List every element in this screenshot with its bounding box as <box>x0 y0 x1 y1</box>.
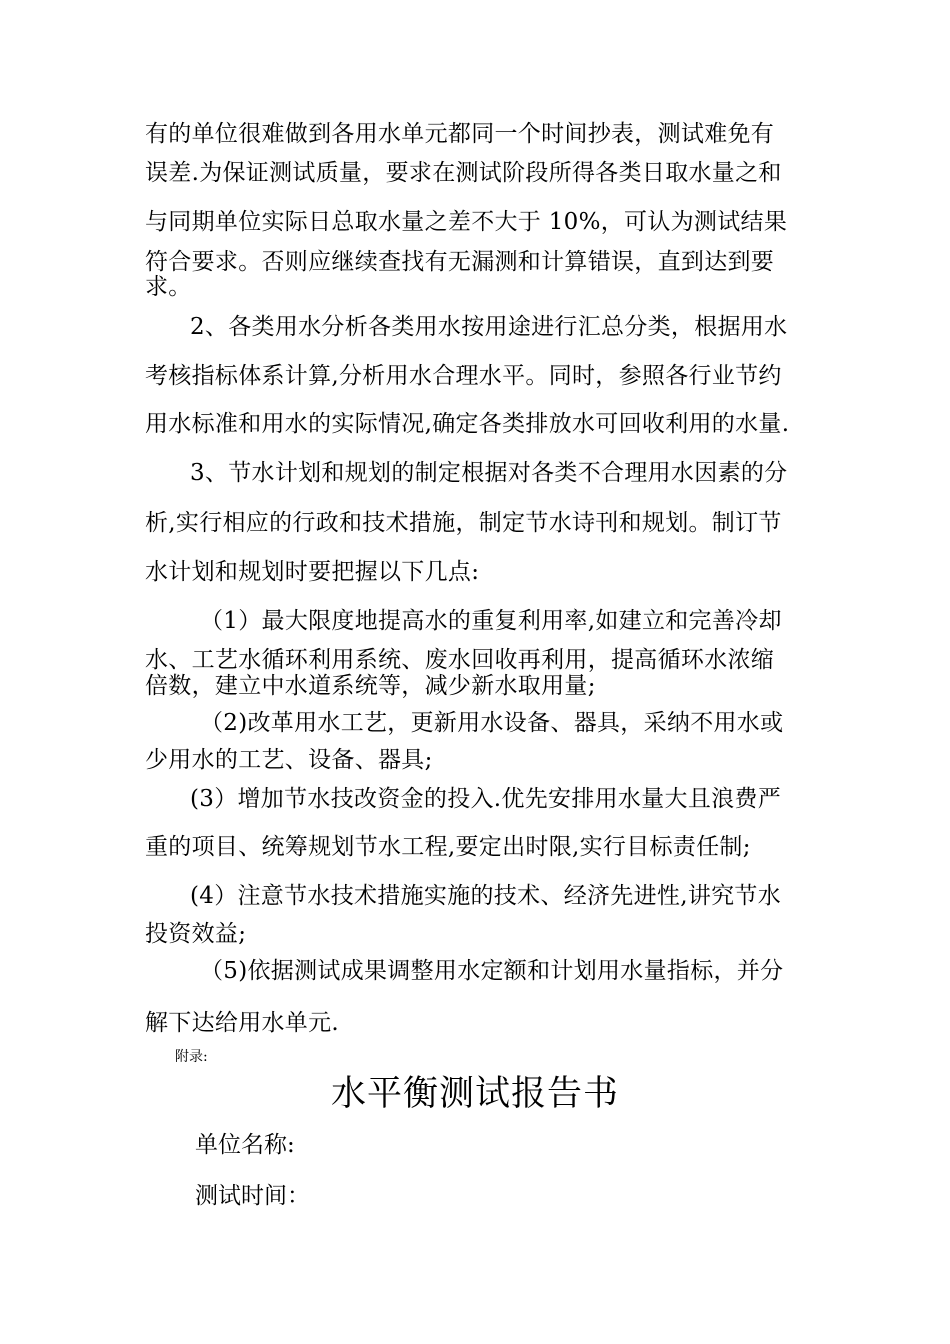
body-line-21: （5)依据测试成果调整用水定额和计划用水量指标，并分 <box>200 958 784 984</box>
body-line-6: 2、各类用水分析各类用水按用途进行汇总分类，根据用水 <box>190 314 788 340</box>
body-line-1: 有的单位很难做到各用水单元都同一个时间抄表，测试难免有 <box>145 121 775 147</box>
body-line-15: （2)改革用水工艺，更新用水设备、器具，采纳不用水或 <box>200 710 784 736</box>
unit-name-label: 单位名称: <box>195 1132 295 1158</box>
body-line-10: 析,实行相应的行政和技术措施，制定节水诗刊和规划。制订节 <box>145 510 782 536</box>
body-line-7: 考核指标体系计算,分析用水合理水平。同时，参照各行业节约 <box>145 363 782 389</box>
body-line-22: 解下达给用水单元. <box>145 1010 340 1036</box>
body-line-16: 少用水的工艺、设备、器具; <box>145 747 433 773</box>
body-line-12: （1）最大限度地提高水的重复利用率,如建立和完善冷却 <box>200 608 782 634</box>
body-line-4: 符合要求。否则应继续查找有无漏测和计算错误，直到达到要 <box>145 249 775 275</box>
body-line-20: 投资效益; <box>145 921 247 947</box>
report-title: 水平衡测试报告书 <box>330 1074 619 1114</box>
body-line-8: 用水标准和用水的实际情况,确定各类排放水可回收利用的水量. <box>145 411 790 437</box>
body-line-14: 倍数，建立中水道系统等，减少新水取用量; <box>145 673 596 699</box>
body-line-18: 重的项目、统筹规划节水工程,要定出时限,实行目标责任制; <box>145 834 751 860</box>
body-line-2: 误差.为保证测试质量，要求在测试阶段所得各类日取水量之和 <box>145 160 782 186</box>
body-line-11: 水计划和规划时要把握以下几点: <box>145 559 480 585</box>
test-time-label: 测试时间： <box>195 1183 310 1209</box>
appendix-label: 附录: <box>175 1049 208 1065</box>
body-line-5: 求。 <box>145 274 192 300</box>
body-line-3: 与同期单位实际日总取水量之差不大于 10%，可认为测试结果 <box>145 209 788 235</box>
body-line-13: 水、工艺水循环利用系统、废水回收再利用，提高循环水浓缩 <box>145 647 775 673</box>
body-line-9: 3、节水计划和规划的制定根据对各类不合理用水因素的分 <box>190 460 788 486</box>
body-line-19: (4）注意节水技术措施实施的技术、经济先进性,讲究节水 <box>190 883 782 909</box>
body-line-17: (3）增加节水技改资金的投入.优先安排用水量大且浪费严 <box>190 786 782 812</box>
